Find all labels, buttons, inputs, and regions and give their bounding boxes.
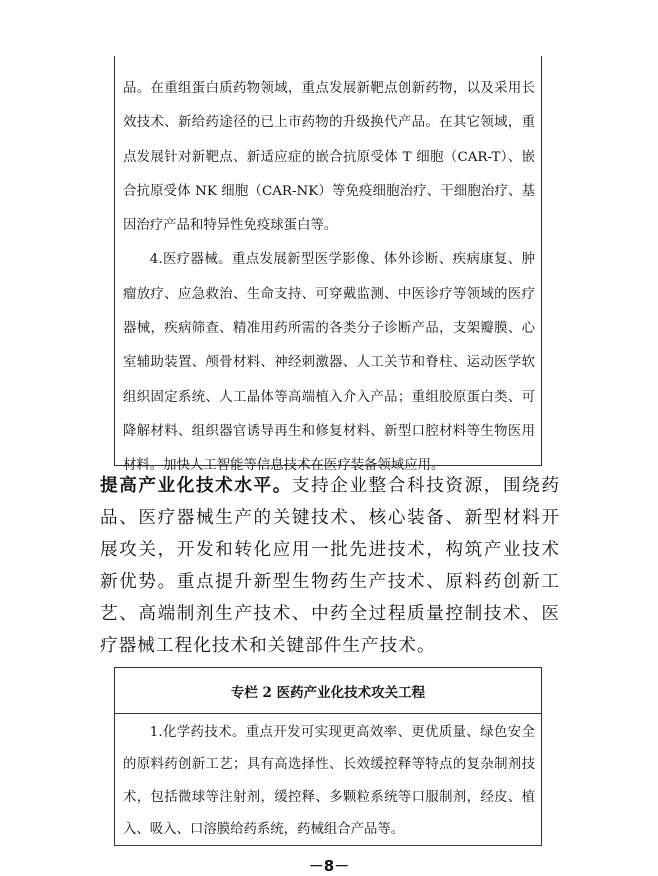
- column-box-content: [115, 717, 541, 847]
- box-paragraph-medical-devices: 4.医疗器械。重点发展新型医学影像、体外诊断、疾病康复、肿瘤放疗、应急救治、生命支持、可穿戴监测、中医诊疗等领域的医疗器械，疾病筛查、精准用药所需的各类分子诊断产品，支架瓣膜、心室辅助装置、颅骨材料、神经刺激器、人工关节和脊柱、运动医学软组织固定系统、人工晶体等高端植入介入产品；重组胶原蛋白类、可降解材料、组织器官诱导再生和修复材料、新型口腔材料等生物医用材料。加快人工智能等信息技术在医疗装备领域应用。: [123, 252, 535, 474]
- page-number: －8－: [308, 857, 350, 875]
- body-paragraph: [100, 470, 560, 662]
- column-box-2: [114, 667, 542, 846]
- paragraph-lead: 提高产业化技术水平。: [100, 475, 292, 496]
- box-paragraph: 品。在重组蛋白质药物领域，重点发展新靶点创新药物，以及采用长效技术、新给药途径的已上市药物的升级换代产品。在其它领域，重点发展针对新靶点、新适应症的嵌合抗原受体 T 细胞（CAR-T）、嵌合抗原受体 NK 细胞（CAR-NK）等免疫细胞治疗、干细胞治疗、基因治疗产品和特异性免疫球蛋白等。: [123, 81, 535, 234]
- paragraph-text: 支持企业整合科技资源，围绕药品、医疗器械生产的关键技术、核心装备、新型材料开展攻关，开发和转化应用一批先进技术，构筑产业技术新优势。重点提升新型生物药生产技术、原料药创新工艺、高端制剂生产技术、中药全过程质量控制技术、医疗器械工程化技术和关键部件生产技术。: [100, 476, 560, 656]
- column-box-title: 专栏 2 医药产业化技术攻关工程: [115, 668, 541, 714]
- column-box-continued: [114, 56, 542, 474]
- box-paragraph-chemical-drugs: 1.化学药技术。重点开发可实现更高效率、更优质量、绿色安全的原料药创新工艺；具有高选择性、长效缓控释等特点的复杂制剂技术，包括微球等注射剂，缓控释、多颗粒系统等口服制剂，经皮、植入、吸入、口溶膜给药系统，药械组合产品等。: [123, 725, 535, 838]
